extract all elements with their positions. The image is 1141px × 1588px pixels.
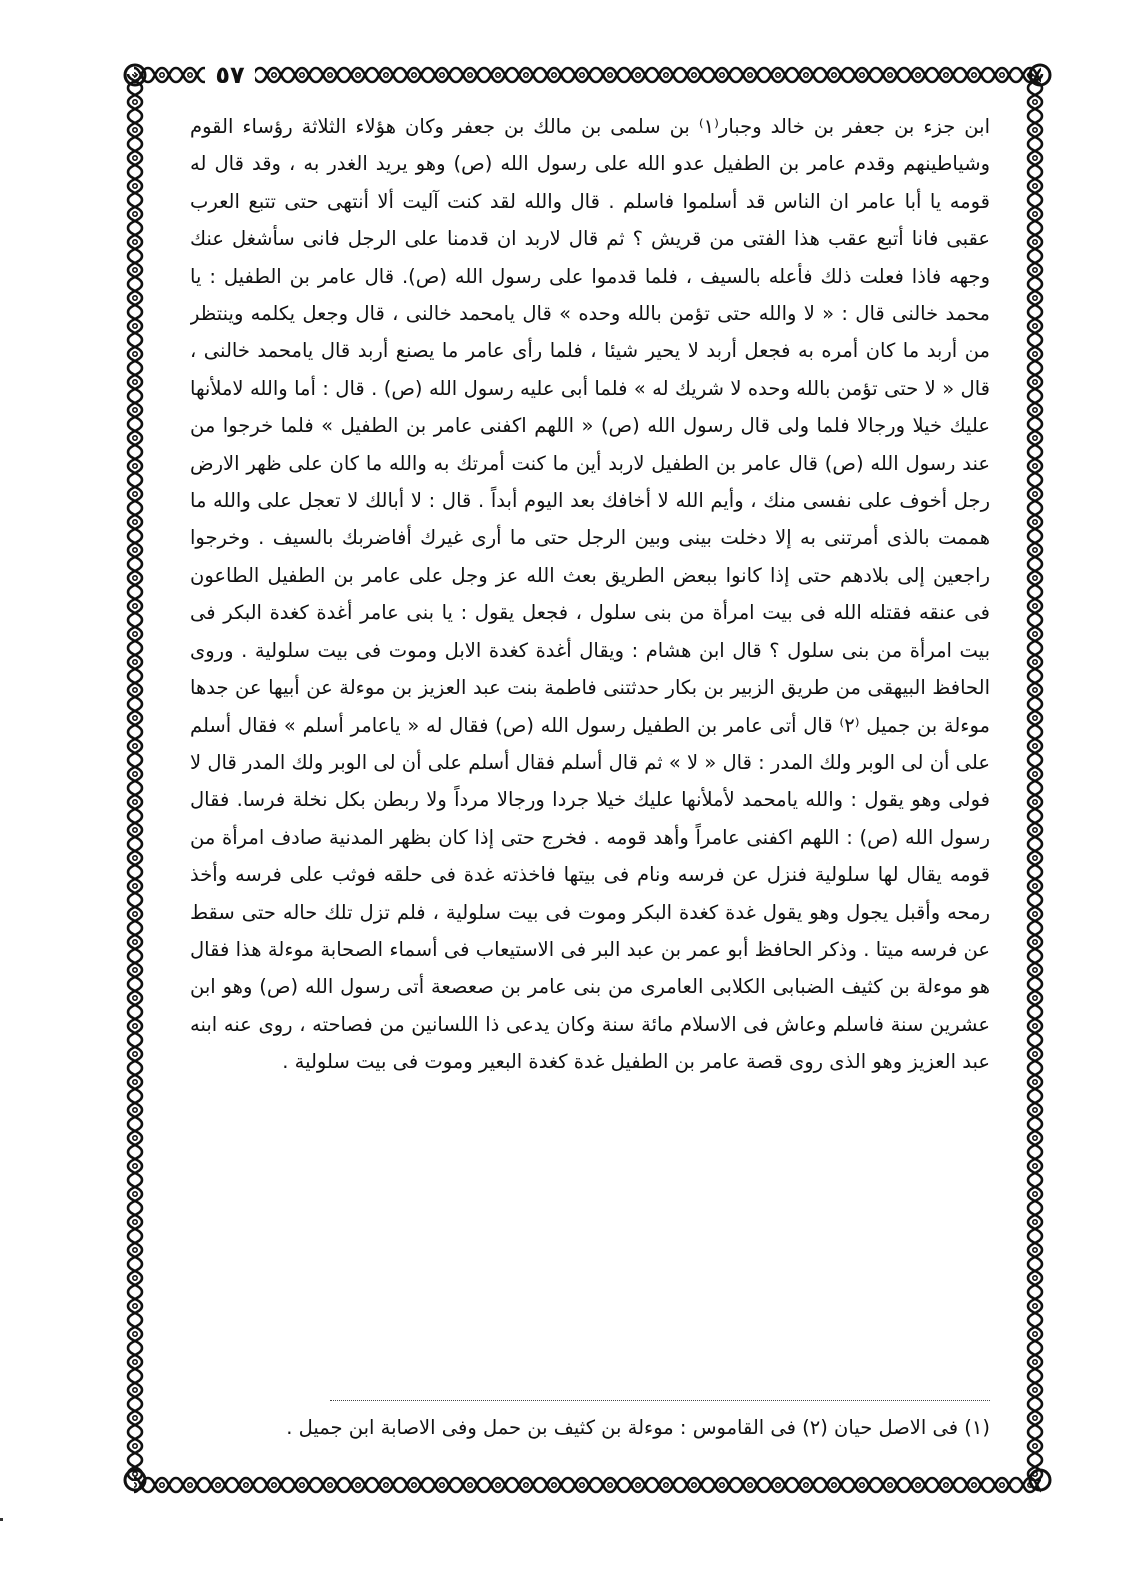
scan-speck <box>0 1518 3 1521</box>
main-text <box>190 108 990 1398</box>
page-number: ٥٧ <box>205 58 255 92</box>
body-paragraph: ابن جزء بن جعفر بن خالد وجبار⁽١⁾ بن سلمى بن مالك بن جعفر وكان هؤلاء الثلاثة رؤساء القوم وشياطينهم وقدم عامر بن الطفيل عدو الله على رسول الله (ص) وهو يريد الغدر به ، وقد قال له قومه يا أبا عامر ان الناس قد أسلموا فاسلم . قال والله لقد كنت آليت ألا أنتهى حتى تتبع العرب عقبى فانا أتبع عقب هذا الفتى من قريش ؟ ثم قال لاربد ان قدمنا على الرجل فانى سأشغل عنك وجهه فاذا فعلت ذلك فأعله بالسيف ، فلما قدموا على رسول الله (ص). قال عامر بن الطفيل : يا محمد خالنى قال : « لا والله حتى تؤمن بالله وحده » قال يامحمد خالنى ، قال وجعل يكلمه وينتظر من أربد ما كان أمره به فجعل أربد لا يحير شيئا ، فلما رأى عامر ما يصنع أربد قال يامحمد خالنى ، قال « لا حتى تؤمن بالله وحده لا شريك له » فلما أبى عليه رسول الله (ص) . قال : أما والله لاملأنها عليك خيلا ورجالا فلما ولى قال رسول الله (ص) « اللهم اكفنى عامر بن الطفيل » فلما خرجوا من عند رسول الله (ص) قال عامر بن الطفيل لاربد أين ما كنت أمرتك به والله ما كان على ظهر الارض رجل أخوف على نفسى منك ، وأيم الله لا أخافك بعد اليوم أبداً . قال : لا أبالك لا تعجل على والله ما هممت بالذى أمرتنى به إلا دخلت بينى وبين الرجل حتى ما أرى غيرك أفاضربك بالسيف . وخرجوا راجعين إلى بلادهم حتى إذا كانوا ببعض الطريق بعث الله عز وجل على عامر بن الطفيل الطاعون فى عنقه فقتله الله فى بيت امرأة من بنى سلول ، فجعل يقول : يا بنى عامر أغدة كغدة البكر فى بيت امرأة من بنى سلول ؟ قال ابن هشام : ويقال أغدة كغدة الابل وموت فى بيت سلولية . وروى الحافظ البيهقى من طريق الزبير بن بكار حدثتنى فاطمة بنت عبد العزيز بن موءلة عن أبيها عن جدها موءلة بن جميل ⁽٢⁾ قال أتى عامر بن الطفيل رسول الله (ص) فقال له « ياعامر أسلم » فقال أسلم على أن لى الوبر ولك المدر : قال « لا » ثم قال أسلم فقال أسلم على أن لى الوبر ولك المدر قال لا فولى وهو يقول : والله يامحمد لأملأنها عليك خيلا جردا ورجالا مرداً ولا ربطن بكل نخلة فرسا. فقال رسول الله (ص) : اللهم اكفنى عامراً وأهد قومه . فخرج حتى إذا كان بظهر المدنية صادف امرأة من قومه يقال لها سلولية فنزل عن فرسه ونام فى بيتها فاخذته غدة فى حلقه فوثب على فرسه وأخذ رمحه وأقبل يجول وهو يقول غدة كغدة البكر وموت فى بيت سلولية ، فلم تزل تلك حاله حتى سقط عن فرسه ميتا . وذكر الحافظ أبو عمر بن عبد البر فى الاستيعاب فى أسماء الصحابة موءلة هذا فقال هو موءلة بن كثيف الضبابى الكلابى العامرى من بنى عامر بن صعصعة أتى رسول الله (ص) وهو ابن عشرين سنة فاسلم وعاش فى الاسلام مائة سنة وكان يدعى ذا اللسانين من فصاحته ، روى عنه ابنه عبد العزيز وهو الذى روى قصة عامر بن الطفيل غدة كغدة البعير وموت فى بيت سلولية . <box>190 115 990 1074</box>
footnotes: (١) فى الاصل حيان (٢) فى القاموس : موءلة بن كثيف بن حمل وفى الاصابة ابن جميل . <box>286 1416 990 1439</box>
footnote-divider <box>330 1400 990 1401</box>
